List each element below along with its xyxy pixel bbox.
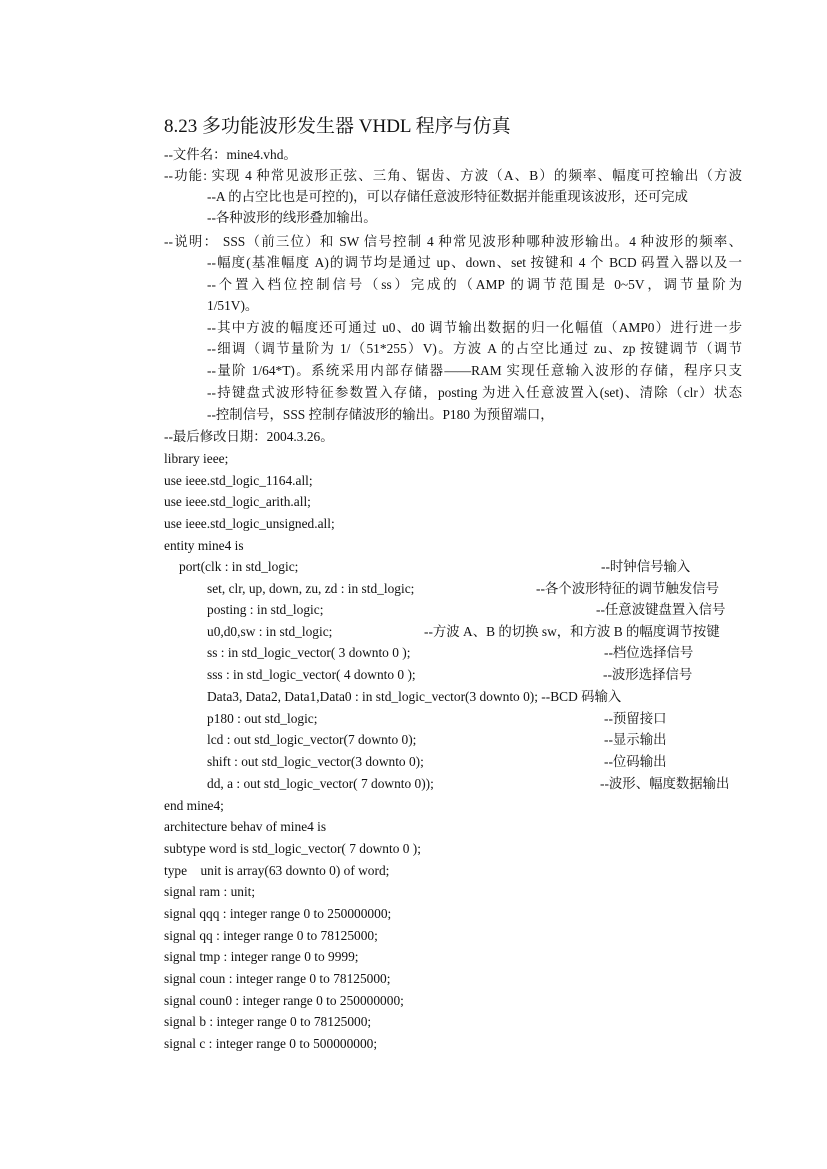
header-function-line-1: --功能: 实现 4 种常见波形正弦、三角、锯齿、方波（A、B）的频率、幅度可控输出（方波 — [164, 168, 742, 183]
header-description-line-2: --幅度(基准幅度 A)的调节均是通过 up、down、set 按键和 4 个 BCD 码置入器以及一 — [207, 255, 742, 270]
code-line: use ieee.std_logic_1164.all; — [164, 473, 313, 488]
header-description-line-7: --量阶 1/64*T)。系统采用内部存储器——RAM 实现任意输入波形的存储，程序只支 — [207, 363, 742, 378]
port-comment: --各个波形特征的调节触发信号 — [536, 581, 719, 596]
code-line: use ieee.std_logic_unsigned.all; — [164, 516, 335, 531]
code-line: architecture behav of mine4 is — [164, 819, 327, 834]
port-code: dd, a : out std_logic_vector( 7 downto 0)); — [207, 776, 434, 791]
code-line: signal c : integer range 0 to 500000000; — [164, 1036, 378, 1051]
port-comment: --任意波键盘置入信号 — [596, 602, 726, 617]
header-function-line-3: --各种波形的线形叠加输出。 — [207, 210, 377, 225]
code-line: signal ram : unit; — [164, 884, 256, 899]
code-line: signal tmp : integer range 0 to 9999; — [164, 949, 359, 964]
header-description-line-4: 1/51V)。 — [207, 298, 259, 313]
port-comment: --档位选择信号 — [604, 645, 694, 660]
section-title: 8.23 多功能波形发生器 VHDL 程序与仿真 — [164, 116, 511, 137]
port-code: set, clr, up, down, zu, zd : in std_logic; — [207, 581, 415, 596]
port-code: ss : in std_logic_vector( 3 downto 0 ); — [207, 645, 411, 660]
header-description-line-9: --控制信号，SSS 控制存储波形的输出。P180 为预留端口， — [207, 407, 554, 422]
port-comment: --时钟信号输入 — [601, 559, 691, 574]
port-comment: --预留接口 — [604, 711, 667, 726]
code-line: end mine4; — [164, 798, 224, 813]
header-function-line-2: --A 的占空比也是可控的)，可以存储任意波形特征数据并能重现该波形，还可完成 — [207, 189, 688, 204]
port-comment: --方波 A、B 的切换 sw，和方波 B 的幅度调节按键 — [424, 624, 720, 639]
port-code: u0,d0,sw : in std_logic; — [207, 624, 333, 639]
port-code: sss : in std_logic_vector( 4 downto 0 ); — [207, 667, 416, 682]
header-description-line-1: --说明： SSS（前三位）和 SW 信号控制 4 种常见波形种哪种波形输出。4 种波形的频率、 — [164, 234, 742, 249]
header-description-line-8: --持键盘式波形特征参数置入存储，posting 为进入任意波置入(set)、清除（clr）状态 — [207, 385, 742, 400]
code-line: use ieee.std_logic_arith.all; — [164, 494, 311, 509]
header-description-line-3: --个置入档位控制信号（ss）完成的（AMP 的调节范围是 0~5V，调节量阶为 — [207, 277, 742, 292]
port-code: shift : out std_logic_vector(3 downto 0); — [207, 754, 424, 769]
header-description-line-6: --细调（调节量阶为 1/（51*255）V)。方波 A 的占空比通过 zu、zp 按键调节（调节 — [207, 341, 742, 356]
port-code: p180 : out std_logic; — [207, 711, 318, 726]
code-line: signal coun0 : integer range 0 to 250000000; — [164, 993, 404, 1008]
code-line: signal qq : integer range 0 to 78125000; — [164, 928, 378, 943]
header-filename: --文件名：mine4.vhd。 — [164, 147, 297, 162]
port-code: port(clk : in std_logic; — [179, 559, 299, 574]
header-description-line-5: --其中方波的幅度还可通过 u0、d0 调节输出数据的归一化幅值（AMP0）进行进一步 — [207, 320, 742, 335]
port-comment: --波形选择信号 — [603, 667, 693, 682]
code-line: signal b : integer range 0 to 78125000; — [164, 1014, 372, 1029]
code-line: type unit is array(63 downto 0) of word; — [164, 863, 390, 878]
port-code: Data3, Data2, Data1,Data0 : in std_logic_vector(3 downto 0); --BCD 码输入 — [207, 689, 622, 704]
port-comment: --位码输出 — [604, 754, 667, 769]
port-code: lcd : out std_logic_vector(7 downto 0); — [207, 732, 417, 747]
port-code: posting : in std_logic; — [207, 602, 324, 617]
code-line: entity mine4 is — [164, 538, 244, 553]
port-comment: --显示输出 — [604, 732, 667, 747]
code-line: signal coun : integer range 0 to 78125000; — [164, 971, 391, 986]
port-comment: --波形、幅度数据输出 — [600, 776, 730, 791]
header-date: --最后修改日期：2004.3.26。 — [164, 429, 334, 444]
code-line: signal qqq : integer range 0 to 250000000; — [164, 906, 392, 921]
code-line: library ieee; — [164, 451, 229, 466]
code-line: subtype word is std_logic_vector( 7 downto 0 ); — [164, 841, 421, 856]
